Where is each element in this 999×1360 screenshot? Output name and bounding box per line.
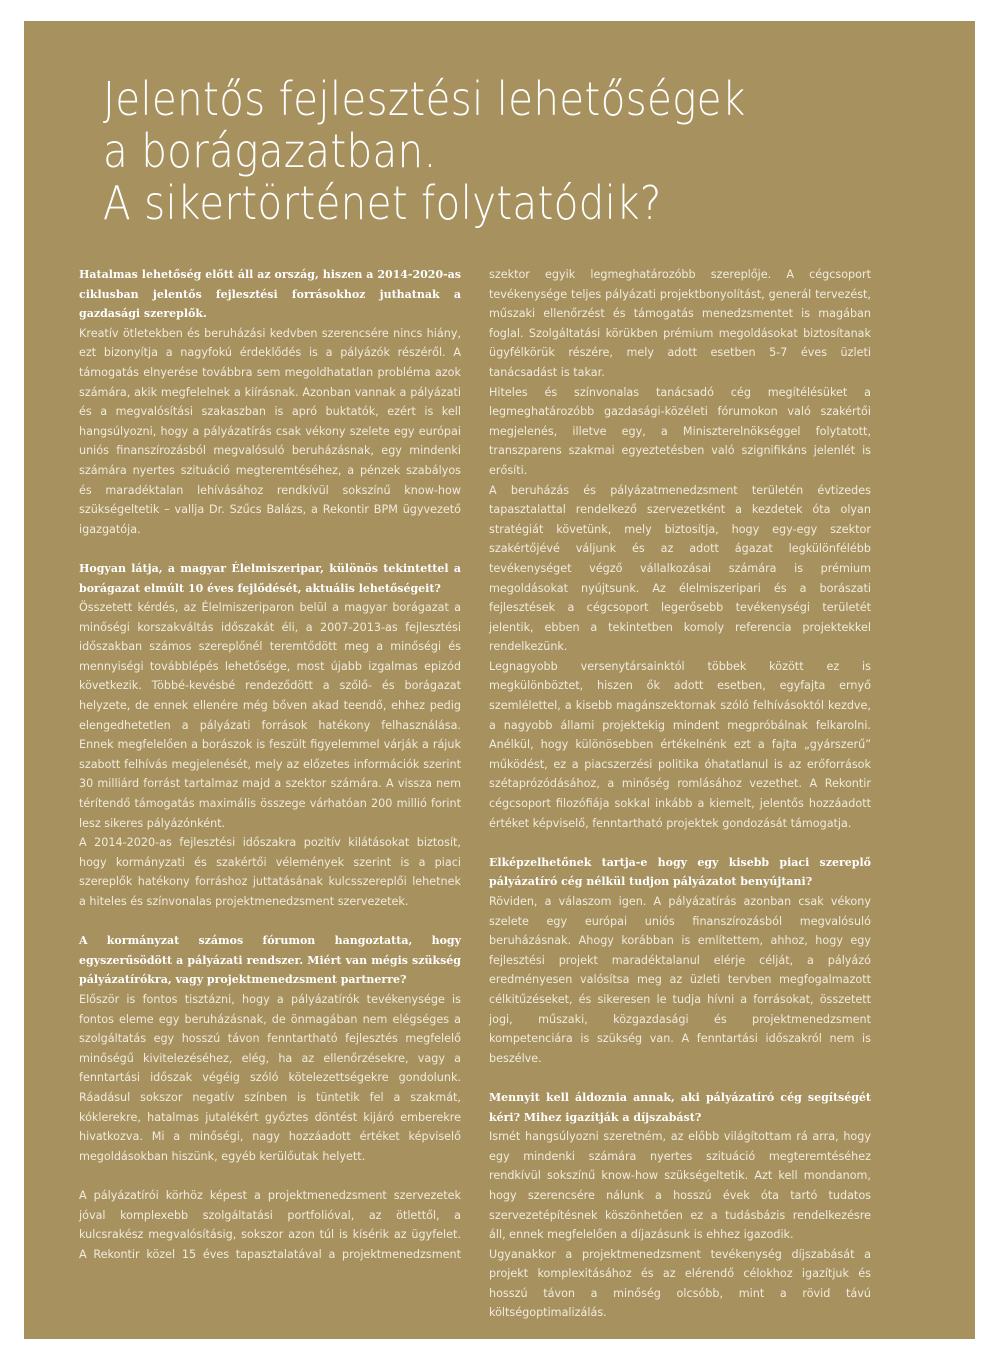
answer-1-paragraph-1: Összetett kérdés, az Élelmiszeriparon belül a magyar borágazat a minőségi korszakváltás időszakát éli, a 2007-2013-as fejlesztési időszakban számos szereplőnél teremtődött meg a minőségi és mennyiségi továbblépés lehetősége, most újabb izgalmas epizód következik. Többé-kevésbé rendeződött a szőlő- és borágazat helyzete, de ennek ellenére még bőven akad teendő, ehhez pedig elengedhetetlen a pályázati források hatékony felhasználása. Ennek megfelelően a borászok is feszült figyelemmel várják a rájuk szabott felhívás megjelenését, mely az előzetes információk szerint 30 milliárd forrást tartalmaz majd a szektor számára. A vissza nem térítendő támogatás maximális összege várhatóan 200 millió forint lesz sikeres pályázónként. (79, 601, 461, 830)
column-right (489, 265, 871, 1323)
answer-4-paragraph-1: Ismét hangsúlyozni szeretném, az előbb világítottam rá arra, hogy egy mindenki számára nyertes szituáció megteremtéséhez rendkívül sokszínű know-how szükségeltetik. Azt kell mondanom, hogy szerencsére nálunk a hosszú évek óta tartó tudatos szervezetépítésnek köszönhetően ez a tudásbázis rendelkezésre áll, ennek megfelelően a díjazásunk is ehhez igazodik. (489, 1130, 871, 1242)
answer-4-paragraph-2: Ugyanakkor a projektmenedzsment tevékenység díjszabását a projekt komplexitásához és az elérendő célokhoz igazítjuk és hosszú távon a minőség olcsóbb, mint a rövid távú költségoptimalizálás. (489, 1247, 871, 1320)
question-1: Hogyan látja, a magyar Élelmiszeripar, különös tekintettel a borágazat elmúlt 10 éves fejlődését, aktuális lehetőségeit? (79, 561, 461, 595)
answer-2-paragraph-2: A pályázatírói körhöz képest a projektmenedzsment szervezetek jóval komplexebb szolgáltatási portfolióval, az ötlettől, a kulcsrakész megvalósításig, sokszor azon túl is kísérik az ügyfelet. A Rekontir közel 15 éves tapasztalatával a projektmenedzsment (79, 1188, 461, 1261)
question-4: Mennyit kell áldoznia annak, aki pályázatíró cég segítségét kéri? Mihez igazítják a díjszabást? (489, 1090, 871, 1124)
answer-2-paragraph-2-continued: szektor egyik legmeghatározóbb szereplője. A cégcsoport tevékenysége teljes pályázati projektbonyolítást, generál tervezést, műszaki ellenőrzést és támogatás menedzsmentet is magában foglal. Szolgáltatási körükben prémium megoldásokat biztosítanak ügyfélkörük részére, mely adott esetben 5-7 éves üzleti tanácsadást is takar. (489, 268, 871, 379)
title-line-2: a borágazatban. (103, 124, 437, 178)
title-line-1: Jelentős fejlesztési lehetőségek (103, 72, 746, 126)
question-3: Elképzelhetőnek tartja-e hogy egy kisebb piaci szereplő pályázatíró cég nélkül tudjon pályázatot benyújtani? (489, 855, 871, 889)
column-left (79, 265, 461, 1264)
answer-2-paragraph-4: A beruházás és pályázatmenedzsment területén évtizedes tapasztalattal rendelkező szervezetként a kezdetek óta olyan stratégiát követünk, mely biztosítja, hogy egy-egy szektor szakértőjévé váljunk és az adott ágazat legkülönfélébb tevékenységet végző vállalkozásai számára is prémium megoldásokat nyújtsunk. Az élelmiszeripari és a borászati fejlesztések a cégcsoport legerősebb tevékenységi területét jelentik, ebben a tekintetben komoly referencia projektekkel rendelkezünk. (489, 483, 871, 654)
lead-paragraph: Hatalmas lehetőség előtt áll az ország, hiszen a 2014-2020-as ciklusban jelentős fejlesztési forrásokhoz juthatnak a gazdasági szereplők. (79, 268, 461, 321)
answer-2-paragraph-1: Először is fontos tisztázni, hogy a pályázatírók tevékenysége is fontos eleme egy beruházásnak, de önmagában nem elégséges a szolgáltatás egy hosszú távon fenntartható fejlesztés megfelelő minőségű kivitelezéséhez, elég, ha az ellenőrzésekre, vagy a fenntartási időszak végéig szóló kötelezettségekre gondolunk. Ráadásul sokszor negatív színben is tüntetik fel a szakmát, kóklerekre, hatalmas jutalékért győztes döntést kijáró emberekre hivatkozva. Mi a minőségi, nagy hozzáadott értéket képviselő megoldásokban hiszünk, egyéb kerülőutak helyett. (79, 992, 461, 1163)
answer-2-paragraph-5: Legnagyobb versenytársainktól többek között ez is megkülönböztet, hiszen ők adott esetben, egyfajta ernyő szemlélettel, a kisebb magánszektornak szóló felhívásoktól kezdve, a nagyobb állami projektekig mindent megpróbálnak felkarolni. Anélkül, hogy különösebben értékelnénk ezt a fajta „gyárszerű” működést, ez a piacszerzési politika óhatatlanul is az erőforrások szétaprózódásához, a minőség romlásához vezethet. A Rekontir cégcsoport filozófiája sokkal inkább a kiemelt, jelentős hozzáadott értéket képviselő, fenntartható projektek gondozását támogatja. (489, 659, 871, 830)
article-title (103, 73, 921, 229)
title-line-3: A sikertörténet folytatódik? (103, 176, 662, 230)
intro-paragraph: Kreatív ötletekben és beruházási kedvben szerencsére nincs hiány, ezt bizonyítja a nagyfokú érdeklődés is a pályázók részéről. A támogatás elnyerése továbbra sem megoldhatatlan probléma azok számára, akik megfelelnek a kiírásnak. Azonban vannak a pályázati és a megvalósítási szakaszban is apró buktatók, ezért is kell hangsúlyozni, hogy a pályázatírás csak vékony szelete egy európai uniós finanszírozásból megvalósuló beruházásnak, egy mindenki számára nyertes szituáció megteremtéséhez, a pénzek szabályos és maradéktalan lehívásához rendkívül sokszínű know-how szükségeltetik – vallja Dr. Szűcs Balázs, a Rekontir BPM ügyvezető igazgatója. (79, 326, 461, 536)
answer-3: Röviden, a válaszom igen. A pályázatírás azonban csak vékony szelete egy európai uniós finanszírozásból megvalósuló beruházásnak. Ahogy korábban is említettem, ahhoz, hogy egy fejlesztési projekt maradéktalanul elérje célját, a pályázó eredményesen valósítsa meg az üzleti tervben megfogalmazott célkitűzéseket, és sikeresen le tudja hívni a forrásokat, összetett jogi, műszaki, közgazdasági és projektmenedzsment kompetenciára is szükség van. A fenntartási időszakról nem is beszélve. (489, 895, 871, 1065)
answer-2-paragraph-3: Hiteles és színvonalas tanácsadó cég megítélésüket a legmeghatározóbb gazdasági-közéleti fórumokon való szakértői megjelenés, illetve egy, a Miniszterelnökséggel folytatott, transzparens szakmai egyeztetésben való szignifikáns jelenlét is erősíti. (489, 385, 871, 477)
question-2: A kormányzat számos fórumon hangoztatta, hogy egyszerűsödött a pályázati rendszer. Miért van mégis szükség pályázatírókra, vagy projektmenedzsment partnerre? (79, 934, 461, 987)
answer-1-paragraph-2: A 2014-2020-as fejlesztési időszakra pozitív kilátásokat biztosít, hogy kormányzati és szakértői vélemények szerint is a piaci szereplők hatékony forráshoz juttatásának kulcsszereplői lehetnek a hiteles és színvonalas projektmenedzsment szervezetek. (79, 836, 461, 908)
